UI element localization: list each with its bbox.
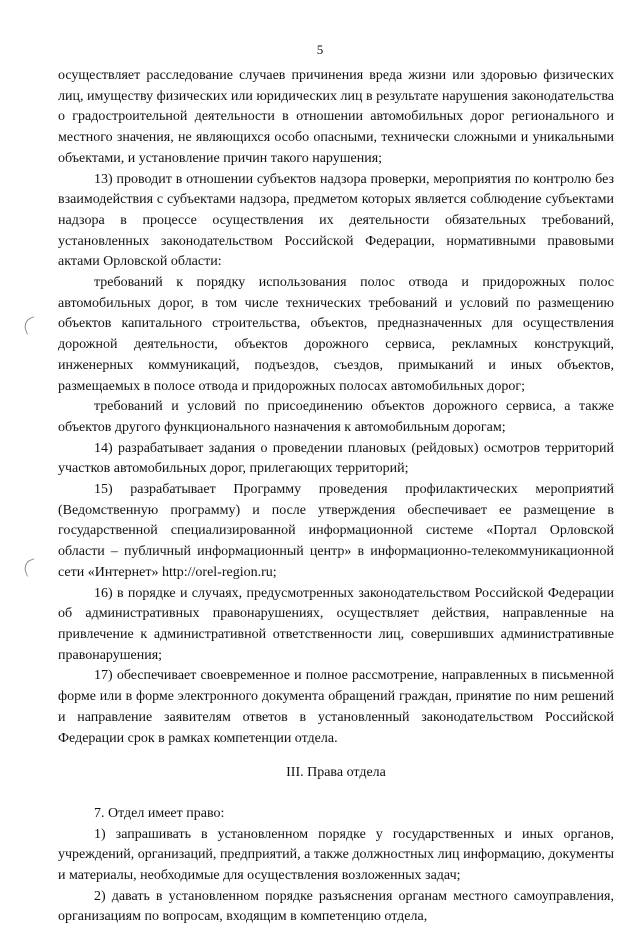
document-body <box>58 66 614 928</box>
section-heading: III. Права отдела <box>286 765 386 781</box>
paragraph: 13) проводит в отношении субъектов надзора проверки, мероприятия по контролю без взаимодействия с субъектами надзора, предметом которых является соблюдение субъектами надзора в процессе осуществления их деятельности обязательных требований, установленных законодательством Российской Федерации, нормативными правовыми актами Орловской области: <box>58 171 614 270</box>
paragraph: 17) обеспечивает своевременное и полное рассмотрение, направленных в письменной форме или в форме электронного документа обращений граждан, принятие по ним решений и направление заявителям ответов в установленный законодательством Российской Федерации срок в рамках компетенции отдела. <box>58 668 614 746</box>
margin-mark <box>22 316 39 335</box>
paragraph: 16) в порядке и случаях, предусмотренных законодательством Российской Федерации об административных правонарушениях, осуществляет действия, направленные на привлечение к административной ответственности лиц, совершивших административные правонарушения; <box>58 585 614 663</box>
paragraph: требований к порядку использования полос отвода и придорожных полос автомобильных дорог, в том числе технических требований и условий по размещению объектов капитального строительства, объектов, предназначенных для осуществления дорожной деятельности, объектов дорожного сервиса, рекламных конструкций, инженерных коммуникаций, подъездов, съездов, примыканий и иных объектов, размещаемых в полосе отвода и придорожных полосах автомобильных дорог; <box>58 275 614 394</box>
paragraph: 14) разрабатывает задания о проведении плановых (рейдовых) осмотров территорий участков автомобильных дорог, прилегающих территорий; <box>58 440 614 477</box>
paragraph: 7. Отдел имеет право: <box>94 805 225 821</box>
paragraph: 2) давать в установленном порядке разъяснения органам местного самоуправления, организациям по вопросам, входящим в компетенцию отдела, <box>58 888 614 925</box>
margin-mark <box>22 558 39 577</box>
paragraph: 15) разрабатывает Программу проведения профилактических мероприятий (Ведомственную программу) и после утверждения обеспечивает ее размещение в государственной специализированной информационной системе «Портал Орловской области – публичный информационный центр» в информационно-телекоммуникационной сети «Интернет» http://orel-region.ru; <box>58 482 614 580</box>
paragraph: осуществляет расследование случаев причинения вреда жизни или здоровью физических лиц, имуществу физических или юридических лиц в результате нарушения законодательства о градостроительной деятельности в отношении автомобильных дорог регионального и местного значения, не являющихся особо опасными, технически сложными и уникальными объектами, и установление причин такого нарушения; <box>58 68 614 166</box>
paragraph: 1) запрашивать в установленном порядке у государственных и иных органов, учреждений, организаций, предприятий, а также должностных лиц информацию, документы и материалы, необходимые для осуществления возложенных задач; <box>58 826 614 884</box>
paragraph: требований и условий по присоединению объектов дорожного сервиса, а также объектов другого функционального назначения к автомобильным дорогам; <box>58 399 614 435</box>
page-number: 5 <box>316 42 324 57</box>
